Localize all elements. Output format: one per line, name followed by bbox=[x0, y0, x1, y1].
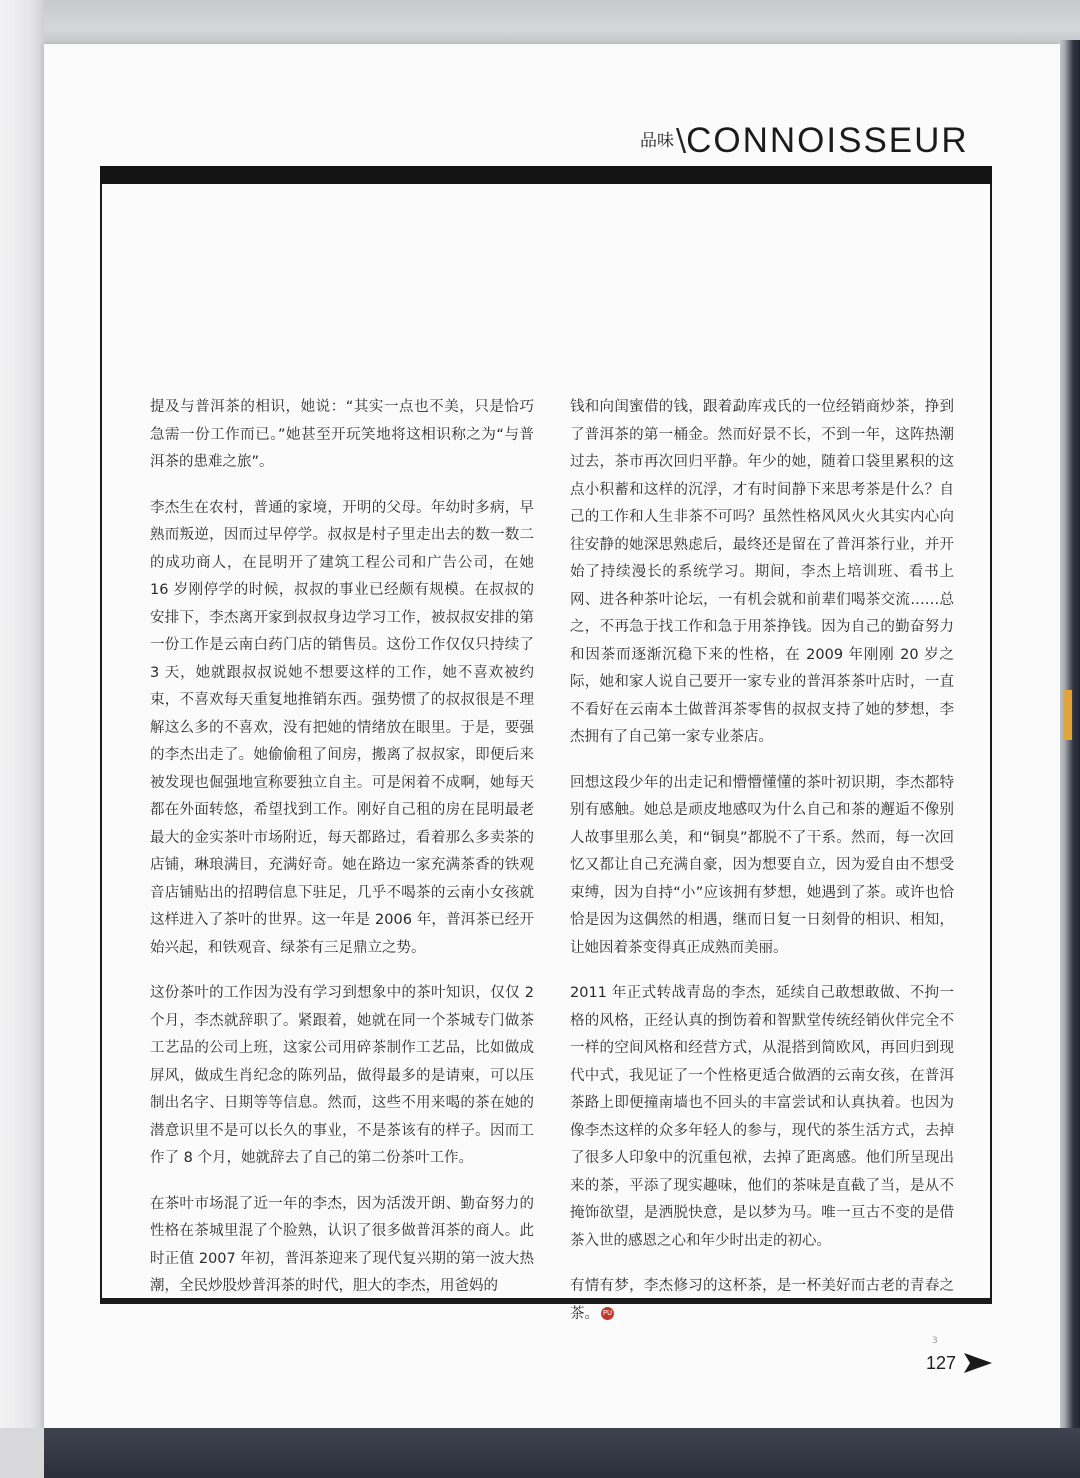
section-header bbox=[640, 116, 1000, 160]
print-mark: 3 bbox=[932, 1336, 938, 1346]
section-title-chinese: 品味 bbox=[640, 131, 674, 151]
paragraph: 提及与普洱茶的相识，她说：“其实一点也不美，只是恰巧急需一份工作而已。”她甚至开玩笑地将这相识称之为“与普洱茶的患难之旅”。 bbox=[150, 399, 534, 470]
article-column-right bbox=[570, 394, 954, 1346]
page-edge-accent bbox=[1064, 690, 1072, 740]
end-of-article-icon: PU bbox=[601, 1307, 614, 1320]
section-title-divider: \ bbox=[676, 123, 687, 158]
scan-background-top bbox=[0, 0, 1080, 48]
paragraph: 这份茶叶的工作因为没有学习到想象中的茶叶知识，仅仅 2 个月，李杰就辞职了。紧跟着，她就在同一个茶城专门做茶工艺品的公司上班，这家公司用碎茶制作工艺品，比如做成屏风，做成生肖纪念的陈列品，做得最多的是请柬，可以压制出名字、日期等等信息。然而，这些不用来喝的茶在她的潜意识里不是可以长久的事业，不是茶该有的样子。因而工作了 8 个月，她就辞去了自己的第二份茶叶工作。 bbox=[150, 985, 534, 1166]
scan-background-bottom bbox=[0, 1428, 1080, 1478]
article-column-left bbox=[150, 394, 534, 1319]
paragraph: 李杰生在农村，普通的家境，开明的父母。年幼时多病，早熟而叛逆，因而过早停学。叔叔是村子里走出去的数一数二的成功商人，在昆明开了建筑工程公司和广告公司，在她 16 岁刚停学的时候，叔叔的事业已经颇有规模。在叔叔的安排下，李杰离开家到叔叔身边学习工作，被叔叔安排的第一份工作是云南白药门店的销售员。这份工作仅仅只持续了 3 天，她就跟叔叔说她不想要这样的工作，她不喜欢被约束，不喜欢每天重复地推销东西。强势惯了的叔叔很是不理解这么多的不喜欢，没有把她的情绪放在眼里。于是，要强的李杰出走了。她偷偷租了间房，搬离了叔叔家，即便后来被发现也倔强地宣称要独立自主。可是闲着不成啊，她每天都在外面转悠，希望找到工作。刚好自己租的房在昆明最老最大的金实茶叶市场附近，每天都路过，看着那么多卖茶的店铺，琳琅满目，充满好奇。她在路边一家充满茶香的铁观音店铺贴出的招聘信息下驻足，几乎不喝茶的云南小女孩就这样进入了茶叶的世界。这一年是 2006 年，普洱茶已经开始兴起，和铁观音、绿茶有三足鼎立之势。 bbox=[150, 499, 534, 956]
closing-text: 有情有梦，李杰修习的这杯茶，是一杯美好而古老的青春之茶。 bbox=[570, 1278, 954, 1322]
right-arrow-icon bbox=[964, 1353, 992, 1373]
paragraph-closing bbox=[570, 1273, 954, 1328]
page-edge-right bbox=[1058, 40, 1080, 1478]
page-number bbox=[926, 1350, 992, 1376]
paragraph: 钱和向闺蜜借的钱，跟着勐库戎氏的一位经销商炒茶，挣到了普洱茶的第一桶金。然而好景不长，不到一年，这阵热潮过去，茶市再次回归平静。年少的她，随着口袋里累积的这点小积蓄和这样的沉浮，才有时间静下来思考茶是什么？自己的工作和人生非茶不可吗？虽然性格风风火火其实内心向往安静的她深思熟虑后，最终还是留在了普洱茶行业，并开始了持续漫长的系统学习。期间，李杰上培训班、看书上网、进各种茶叶论坛，一有机会就和前辈们喝茶交流……总之，不再急于找工作和急于用茶挣钱。因为自己的勤奋努力和因茶而逐渐沉稳下来的性格，在 2009 年刚刚 20 岁之际，她和家人说自己要开一家专业的普洱茶茶叶店时，一直不看好在云南本土做普洱茶零售的叔叔支持了她的梦想，李杰拥有了自己第一家专业茶店。 bbox=[570, 399, 954, 745]
scan-background-left bbox=[0, 0, 44, 1478]
paragraph: 2011 年正式转战青岛的李杰，延续自己敢想敢做、不拘一格的风格，正经认真的捯饬着和智默堂传统经销伙伴完全不一样的空间风格和经营方式，从混搭到简欧风，再回归到现代中式，我见证了一个性格更适合做酒的云南女孩，在普洱茶路上即便撞南墙也不回头的丰富尝试和认真执着。也因为像李杰这样的众多年轻人的参与，现代的茶生活方式，去掉了很多人印象中的沉重包袱，去掉了距离感。他们所呈现出来的茶，平添了现实趣味，他们的茶味是直截了当，是从不掩饰欲望，是洒脱快意，是以梦为马。唯一亘古不变的是借茶入世的感恩之心和年少时出走的初心。 bbox=[570, 985, 954, 1249]
paragraph: 回想这段少年的出走记和懵懵懂懂的茶叶初识期，李杰都特别有感触。她总是顽皮地感叹为什么自己和茶的邂逅不像别人故事里那么美，和“铜臭”都脱不了干系。然而，每一次回忆又都让自己充满自豪，因为想要自立，因为爱自由不想受束缚，因为自持“小”应该拥有梦想，她遇到了茶。或许也恰恰是因为这偶然的相遇，继而日复一日刻骨的相识、相知，让她因着茶变得真正成熟而美丽。 bbox=[570, 774, 954, 956]
section-title-english: CONNOISSEUR bbox=[686, 121, 969, 160]
page-number-text: 127 bbox=[926, 1352, 957, 1373]
frame-top-bar bbox=[100, 166, 992, 184]
paragraph: 在茶叶市场混了近一年的李杰，因为活泼开朗、勤奋努力的性格在茶城里混了个脸熟，认识了很多做普洱茶的商人。此时正值 2007 年初，普洱茶迎来了现代复兴期的第一波大热潮，全民炒股炒普洱茶的时代，胆大的李杰，用爸妈的 bbox=[150, 1195, 534, 1294]
scan-background-bottom-left bbox=[0, 1428, 44, 1478]
